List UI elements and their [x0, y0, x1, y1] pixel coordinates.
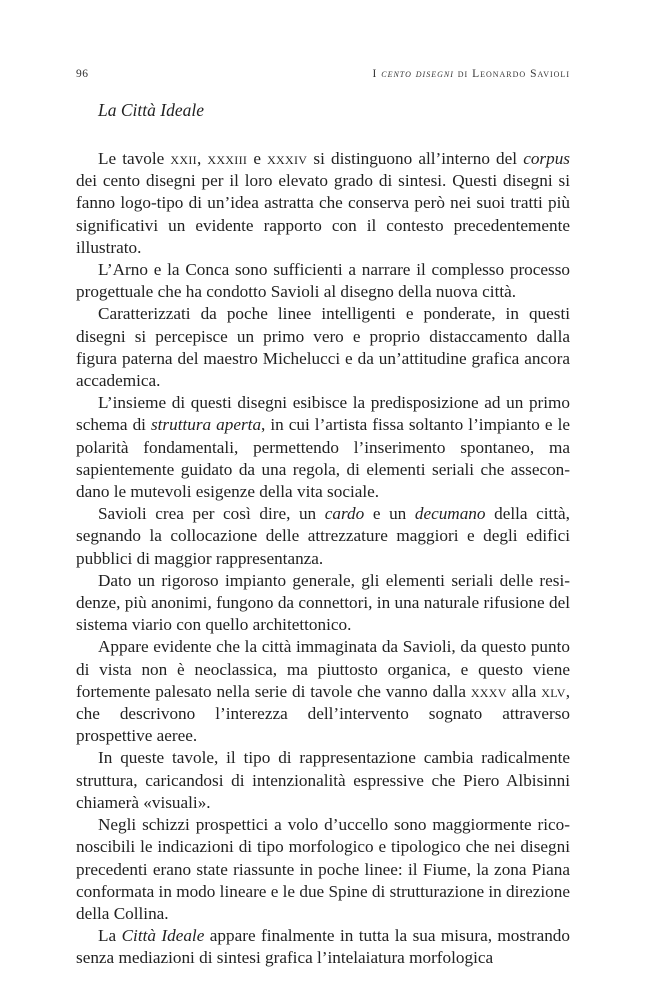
- paragraph-4: [76, 392, 570, 503]
- paragraph-5: [76, 503, 570, 570]
- paragraph-9: Negli schizzi prospettici a volo d’uccello sono maggiormente riconoscibili le indicazioni di tipo morfologico e tipologico che nei disegni precedenti erano state riassunte in poche linee: il Fiume, la zona Piana conformata in modo lineare e le due Spine di strutturazione in direzione della Collina.: [76, 815, 570, 923]
- running-title: [373, 68, 570, 80]
- p10-text-a: La: [98, 926, 122, 946]
- book-page: [76, 68, 570, 970]
- p4-text-a: L’insieme di questi disegni esibisce la predisposizione ad un primo schema di: [76, 393, 570, 435]
- p10-text-b: appare finalmente in tutta la sua misura, mostrando senza mediazioni di sintesi grafica l’intelaiatura morfologica: [76, 926, 570, 968]
- running-title-suffix: di Leonardo Savioli: [453, 68, 570, 80]
- p1-italic-corpus: corpus: [523, 149, 570, 168]
- p10-italic-citta-ideale: Città Ideale: [121, 926, 205, 946]
- p4-text-b: , in cui l’artista fissa soltanto l’impianto e le polarità fondamentali, permettendo l’inserimento spontaneo, ma sapientemente guidato da una regola, di elementi seriali che assecondano le mutevoli esigenze della vita sociale.: [76, 415, 570, 502]
- paragraph-10: [76, 925, 570, 969]
- running-head: [76, 68, 570, 86]
- p1-text-e: dei cento disegni per il loro elevato grado di sintesi. Questi disegni si fanno logo-tipo di un’idea astratta che conserva però nei suoi tratti più significativi un evidente rapporto con il contesto precedentemente illustrato.: [76, 171, 570, 257]
- p1-roman-xxxiv: xxxiv: [267, 149, 308, 168]
- p7-roman-xxxv: xxxv: [470, 681, 507, 701]
- paragraph-1: [76, 148, 570, 259]
- p5-italic-cardo: cardo: [324, 504, 365, 524]
- paragraph-2: L’Arno e la Conca sono sufficienti a narrare il complesso processo progettuale che ha condotto Savioli al disegno della nuova città.: [76, 260, 570, 302]
- p7-roman-xlv: xlv: [541, 681, 566, 701]
- paragraph-6: Dato un rigoroso impianto generale, gli elementi seriali delle residenze, più anonimi, fungono da connettori, in una naturale rifusione del sistema viario con quello architettonico.: [76, 570, 570, 635]
- paragraph-8: In queste tavole, il tipo di rappresentazione cambia radicalmente struttura, caricandosi di intenzionalità espressive che Piero Albisinni chiamerà «visuali».: [76, 748, 570, 812]
- running-title-italic: cento disegni: [381, 68, 454, 80]
- p4-italic-struttura-aperta: struttura aperta: [150, 415, 262, 435]
- paragraph-3: Caratterizzati da poche linee intelligenti e ponderate, in questi disegni si percepisce un primo vero e proprio distaccamento dalla figura paterna del maestro Michelucci e da un’attitudine grafica ancora accademica.: [76, 304, 570, 391]
- p1-text-b: ,: [196, 149, 208, 168]
- p7-text-b: alla: [506, 681, 542, 701]
- section-title: La Città Ideale: [98, 100, 204, 120]
- p5-text-c: della città, segnando la collocazione delle attrezzature maggiori e degli edifici pubblici di maggior rappresentanza.: [76, 504, 570, 568]
- p5-italic-decumano: decumano: [414, 504, 486, 524]
- p7-text-c: , che descrivono l’interezza dell’intervento sognato attraverso prospettive aeree.: [76, 681, 570, 746]
- p1-roman-xxii: xxii: [170, 149, 197, 168]
- page-number: 96: [76, 68, 89, 80]
- running-title-prefix: I: [372, 68, 382, 80]
- p1-text-c: e: [247, 149, 268, 168]
- p1-text-a: Le tavole: [98, 149, 171, 168]
- paragraph-7: [76, 636, 570, 747]
- p7-text-a: Appare evidente che la città immaginata da Savioli, da questo punto di vista non è neoclassica, ma piuttosto organica, e questo viene fortemente palesato nella serie di tavole che vanno dalla: [76, 637, 570, 701]
- p5-text-b: e un: [364, 504, 415, 524]
- body-text: [76, 148, 570, 970]
- p5-text-a: Savioli crea per così dire, un: [98, 504, 325, 524]
- p1-roman-xxxiii: xxxiii: [207, 149, 248, 168]
- p1-text-d: si distinguono all’interno del: [307, 149, 524, 168]
